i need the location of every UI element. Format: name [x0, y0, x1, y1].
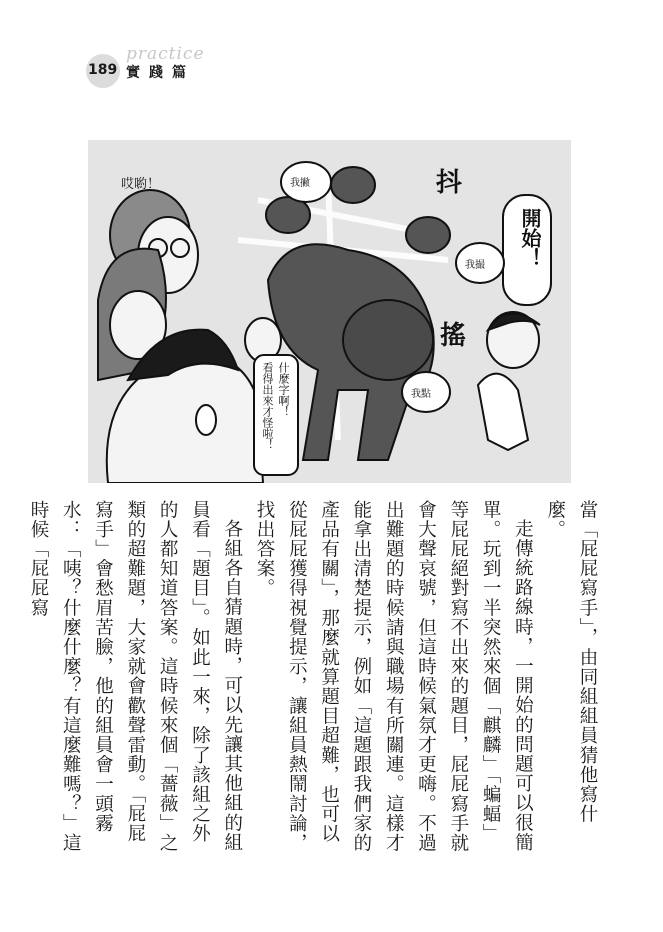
cartoon-drawing — [88, 140, 571, 483]
exclaim-text: 哎喲！ — [121, 177, 161, 192]
balloon-text-1: 我撇 — [290, 178, 310, 189]
mutter-line-1: 什麼字啊！ — [277, 362, 290, 417]
balloon-text-3: 我點 — [411, 389, 431, 400]
paragraph-3: 各組各自猜題時，可以先讓其他組的組員看「題目」。如此一來，除了該組之外的人都知道答案。這時候來個「薔薇」之類的超難題，大家就會歡聲雷動。「屁屁寫手」會愁眉苦臉，他的組員會一頭霧水：「咦？什麼什麼？有這麼難嗎？」這時候「屁屁寫 — [27, 500, 243, 853]
balloon-text-2: 我撮 — [465, 260, 485, 271]
page-number: 189 — [88, 62, 118, 78]
paragraph-2: 走傳統路線時，一開始的問題可以很簡單。玩到一半突然來個「麒麟」「蝙蝠」等屁屁絕對寫不出來的題目，屁屁寫手就會大聲哀號，但這時候氣氛才更嗨。不過出難題的時候請與職場有所關連。這樣才能拿出清楚提示，例如「這題跟我們家的產品有關」，那麼就算題目超難，也可以從屁屁獲得視覺提示，讓組員熱鬧討論，找出答案。 — [254, 500, 534, 853]
body-text — [22, 500, 603, 860]
paragraph-1: 當「屁屁寫手」，由同組組員猜他寫什麼。 — [544, 500, 598, 824]
section-title: 實踐篇 — [126, 65, 195, 81]
sfx-shake-2: 搖 — [440, 321, 467, 351]
cartoon-illustration — [88, 140, 571, 483]
mutter-line-2: 看得出來才怪啦！ — [261, 362, 274, 450]
start-bubble-text: 開始！ — [518, 208, 542, 268]
page-header — [86, 44, 286, 90]
man-pointing — [478, 312, 540, 450]
mutter-text — [259, 362, 291, 474]
watermark-practice: practice — [126, 44, 205, 64]
sfx-shake-1: 抖 — [436, 168, 463, 198]
